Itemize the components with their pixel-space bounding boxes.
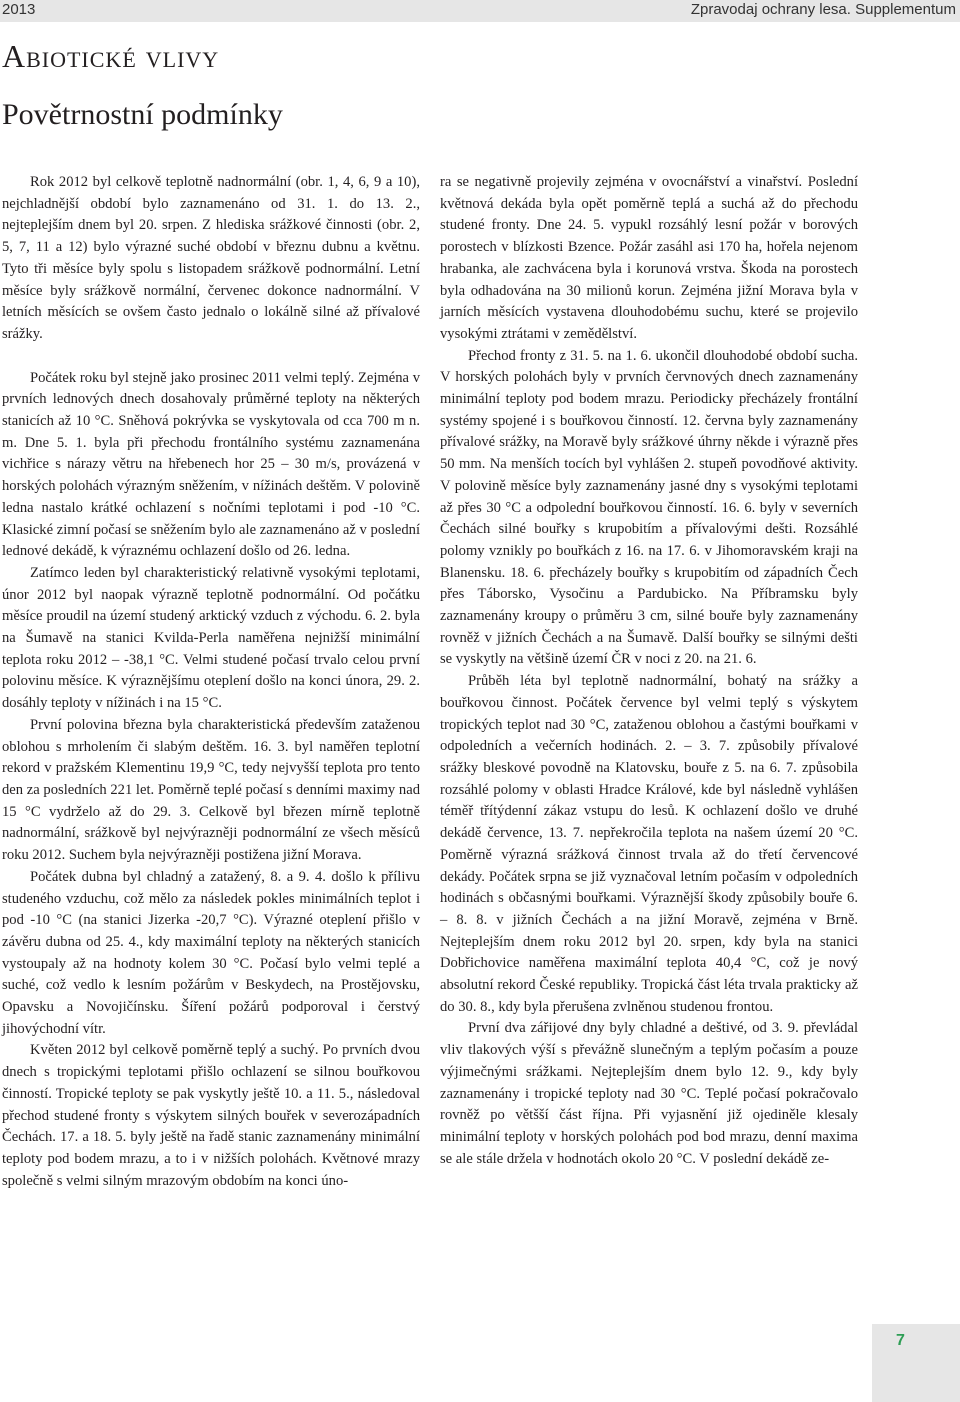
paragraph: Zatímco leden byl charakteristický relativně vysokými teplotami, únor 2012 byl naopak výrazně teplotně podnormální. Od počátku měsíce proudil na území studený arktický vzduch z východu. 6. 2. byla na Šumavě na stanici Kvilda-Perla naměřena nejnižší minimální teplota roku 2012 – -38,1 °C. Velmi studené počasí trvalo celou první polovinu měsíce. K výraznějšímu oteplení došlo na konci února, 29. 2. dosáhly teploty v nížinách i na 15 °C.	[2, 564, 420, 712]
header-year: 2013	[2, 1, 36, 18]
subsection-title: Povětrnostní podmínky	[2, 98, 283, 131]
paragraph: Přechod fronty z 31. 5. na 1. 6. ukončil dlouhodobé období sucha. V horských polohách byly v prvních červnových dnech zaznamenány minimální teploty pod bodem mrazu. Periodicky přecházely frontální systémy spojené i s bouřkovou činností. 12. června byly zaznamenány přívalové srážky, na Moravě byly srážkové úhrny někde i výrazně přes 50 mm. Na menších tocích byl vyhlášen 2. stupeň povodňové aktivity. V polovině měsíce byly zaznamenány jasné dny s vysokými teplotami až přes 30 °C a odpolední bouřkovou činností. 16. 6. byly v severních Čechách silné bouřky s krupobitím a přívalovými dešti. Rozsáhlé polomy vznikly po bouřkách z 16. na 17. 6. v Jihomoravském kraji na Blanensku. 18. 6. přecházely bouřky s krupobitím od západních Čech přes Táborsko, Vysočinu a Pardubicko. Na Příbramsku byly zaznamenány kroupy o průměru 3 cm, silné bouře byly zaznamenány rovněž v jižních Čechách a na Šumavě. Další bouřky se silnými dešti se vyskytly na většině území ČR v noci z 20. na 21. 6.	[440, 347, 858, 668]
paragraph: Počátek roku byl stejně jako prosinec 2011 velmi teplý. Zejména v prvních lednových dnech dosahovaly průměrné teploty na některých stanicích až 10 °C. Sněhová pokrývka se vyskytovala od cca 700 m n. m. Dne 5. 1. byla při přechodu frontálního systému zaznamenána vichřice s nárazy větru na hřebenech hor 25 – 30 m/s, provázená v horských polohách výrazným sněžením, v nížinách deštěm. V polovině ledna nastalo krátké ochlazení s nočními teplotami i pod -10 °C. Klasické zimní počasí se sněžením bylo ale zaznamenáno až v poslední lednové dekádě, k výraznému ochlazení došlo od 26. ledna.	[2, 369, 420, 560]
paragraph: ra se negativně projevily zejména v ovocnářství a vinařství. Poslední květnová dekáda byla opět poměrně teplá a suchá až do přechodu studené fronty. Dne 24. 5. vypukl rozsáhlý lesní požár v borových porostech v blízkosti Bzence. Požár zasáhl asi 170 ha, hořela nejenom hrabanka, ale zachvácena byla i korunová vrstva. Škoda na porostech byla odhadována na 30 milionů korun. Zejména jižní Morava byla v jarních měsících vystavena dlouhodobému suchu, které se projevilo vysokými ztrátami v zemědělství.	[440, 174, 858, 342]
section-title: Abiotické vlivy	[2, 38, 220, 74]
paragraph: První dva zářijové dny byly chladné a deštivé, od 3. 9. převládal vliv tlakových výší s převážně slunečným a teplým počasím a pouze výjimečnými srážkami. Nejteplejším dnem bylo 12. 9., kdy byly zaznamenány i tropické teploty nad 30 °C. Teplé počasí pokračovalo rovněž po většší část října. Při vyjasnění již ojediněle klesaly minimální teploty v horských polohách pod bod mrazu, denní maxima se ale stále držela v hodnotách okolo 20 °C. V poslední dekádě ze-	[440, 1020, 858, 1167]
page-number: 7	[896, 1332, 905, 1349]
page-number-box	[872, 1324, 960, 1402]
right-text-column	[440, 172, 858, 1170]
paragraph: Rok 2012 byl celkově teplotně nadnormální (obr. 1, 4, 6, 9 a 10), nejchladnější období bylo zaznamenáno od 31. 1. do 13. 2., nejteplejším dnem byl 20. srpen. Z hlediska srážkové činnosti (obr. 2, 5, 7, 11 a 12) bylo výrazné suché období v březnu dubnu a květnu. Tyto tři měsíce byly spolu s listopadem srážkově podnormální. Letní měsíce byly srážkově normální, červenec dokonce nadnormální. V letních měsících se ovšem často jednalo o lokálně silné až přívalové srážky.	[2, 174, 420, 342]
header-journal: Zpravodaj ochrany lesa. Supplementum	[690, 1, 956, 18]
paragraph: Květen 2012 byl celkově poměrně teplý a suchý. Po prvních dvou dnech s tropickými teplotami přišlo ochlazení se silnou bouřkovou činností. Tropické teploty se pak vyskytly ještě 10. a 11. 5., následoval přechod studené fronty s výskytem silných bouřek v severozápadních Čechách. 17. a 18. 5. byly ještě na řadě stanic zaznamenány minimální teploty pod bodem mrazu, a to i v nižších polohách. Květnové mrazy společně s velmi silným mrazovým obdobím na konci úno-	[2, 1042, 420, 1189]
running-header	[0, 0, 960, 22]
left-text-column	[2, 172, 420, 1192]
paragraph: Průběh léta byl teplotně nadnormální, bohatý na srážky a bouřkovou činnost. Počátek července byl velmi teplý s výskytem tropických teplot nad 30 °C, zataženou oblohou a častými bouřkami v odpoledních a večerních hodinách. 2. – 3. 7. způsobily přívalové srážky bleskové povodně na Klatovsku, bouře z 5. na 6. 7. způsobila rozsáhlé polomy v oblasti Hradce Králové, kde byl následně vyhlášen téměř třítýdenní zákaz vstupu do lesů. K ochlazení došlo ve druhé dekádě července, 13. 7. nepřekročila teplota na našem území 20 °C. Poměrně výrazná srážková činnost trvala až do třetí červencové dekády. Počátek srpna se již vyznačoval letním počasím v odpoledních hodinách s občasnými bouřkami. Výraznější škody způsobily bouře 6. – 8. 8. v jižních Čechách a na jižní Moravě, zejména v Brně. Nejteplejším dnem roku 2012 byl 20. srpen, kdy byla na stanici Dobřichovice naměřena maximální teplota 40,4 °C, což je nový absolutní rekord České republiky. Tropická část léta trvala prakticky až do 30. 8., kdy byla přerušena zvlněnou studenou frontou.	[440, 673, 858, 1015]
paragraph: První polovina března byla charakteristická především zataženou oblohou s mrholením či slabým deštěm. 16. 3. byl naměřen teplotní rekord v pražském Klementinu 19,9 °C, tedy nejvyšší teplota pro tento den za posledních 221 let. Poměrně teplé počasí s denními maximy nad 15 °C vydrželo až do 29. 3. Celkově byl březen mírně teplotně nadnormální, srážkově byl nejvýrazněji podnormální ze všech měsíců roku 2012. Suchem byla nejvýrazněji postižena jižní Morava.	[2, 716, 420, 864]
paragraph: Počátek dubna byl chladný a zatažený, 8. a 9. 4. došlo k přílivu studeného vzduchu, což mělo za následek pokles minimálních teplot i pod -10 °C (na stanici Jizerka -20,7 °C). Výrazné oteplení přišlo v závěru dubna od 25. 4., kdy maximální teploty na některých stanicích vystoupaly až na hodnoty kolem 30 °C. Počasí bylo velmi teplé a suché, což vedlo k lesním požárům v Beskydech, na Prostějovsku, Opavsku a Novojičínsku. Šíření požárů podporoval i čerstvý jihovýchodní vítr.	[2, 868, 420, 1037]
